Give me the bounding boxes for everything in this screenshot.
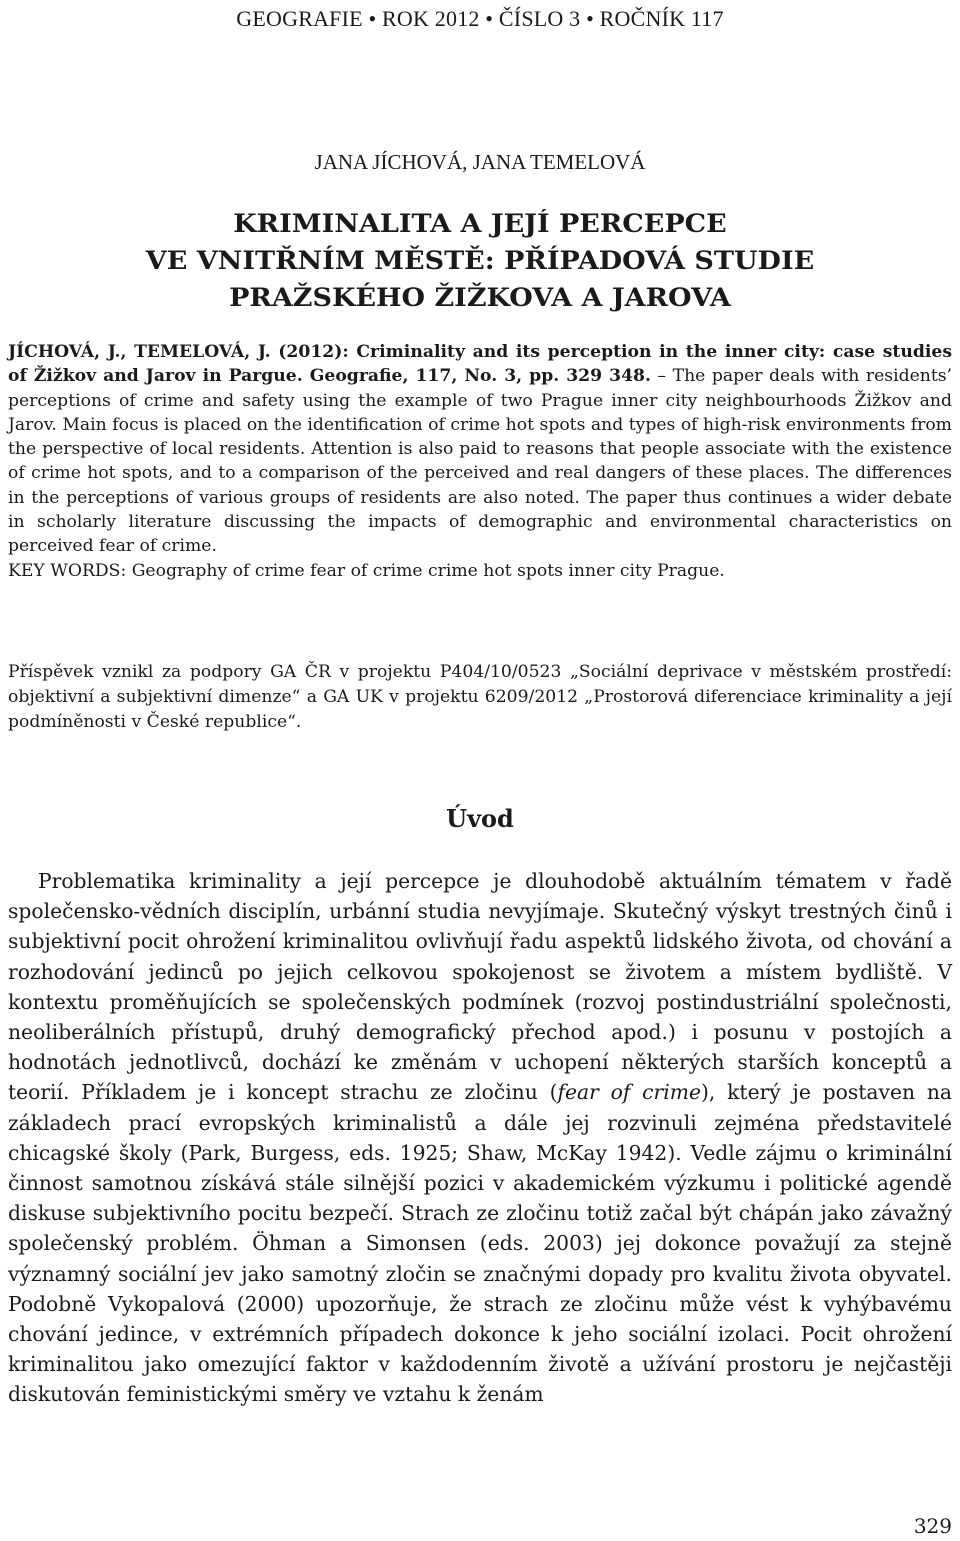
paragraph-text: ), který je postaven na základech prací evropských kriminalistů a dále jej rozvinuli zejména představitelé chicagské školy (Park, Burgess, eds. 1925; Shaw, McKay 1942). Vedle zájmu o kriminální činnost samotnou získává stále silnější pozici v akademickém výzkumu i politické agendě diskuse subjektivního pocitu bezpečí. Strach ze zločinu totiž začal být chápán jako závažný společenský problém. Öhman a Simonsen (eds. 2003) jej dokonce považují za stejně významný sociální jev jako samotný zločin se značnými dopady pro kvalitu života obyvatel. Podobně Vykopalová (2000) upozorňuje, že strach ze zločinu může vést k vyhýbavému chování jedince, v extrémních případech dokonce k jeho sociální izolaci. Pocit ohrožení kriminalitou jako omezující faktor v každodenním životě a užívání prostoru je nejčastěji diskutován feministickými směry ve vztahu k ženám bbox=[8, 1080, 952, 1407]
page-number: 329 bbox=[913, 1514, 952, 1538]
article-authors: JANA JÍCHOVÁ, JANA TEMELOVÁ bbox=[314, 150, 646, 174]
abstract bbox=[8, 340, 952, 583]
article-title bbox=[0, 205, 960, 316]
title-line: PRAŽSKÉHO ŽIŽKOVA A JAROVA bbox=[229, 283, 731, 312]
journal-header: GEOGRAFIE • ROK 2012 • ČÍSLO 3 • ROČNÍK 117 bbox=[236, 6, 724, 31]
title-line: KRIMINALITA A JEJÍ PERCEPCE bbox=[233, 209, 727, 238]
body-paragraph bbox=[8, 866, 952, 1410]
abstract-dash: – bbox=[657, 366, 673, 387]
abstract-text: The paper deals with residents’ perceptions of crime and safety using the example of two Prague inner city neighbourhoods Žižkov and Jarov. Main focus is placed on the identification of crime hot spots and types of high-risk environments from the perspective of local residents. Attention is also paid to reasons that people associate with the existence of crime hot spots, and to a comparison of the perceived and real dangers of these places. The differences in the perceptions of various groups of residents are also noted. The paper thus continues a wider debate in scholarly literature discussing the impacts of demographic and environmental characteristics on perceived fear of crime. bbox=[8, 366, 953, 557]
title-line: VE VNITŘNÍM MĚSTĚ: PŘÍPADOVÁ STUDIE bbox=[145, 246, 815, 275]
abstract-citation: JÍCHOVÁ, J., TEMELOVÁ, J. (2012): Criminality and its perception in the inner city: case studies of Žižkov and Jarov in Pargue. Geografie, 117, No. 3, pp. 329 348. bbox=[8, 342, 952, 387]
grant-note: Příspěvek vznikl za podpory GA ČR v projektu P404/10/0523 „Sociální deprivace v městském prostředí: objektivní a subjektivní dimenze“ a GA UK v projektu 6209/2012 „Prostorová diferenciace kriminality a její podmíněnosti v České republice“. bbox=[8, 662, 952, 732]
paragraph-term: fear of crime bbox=[557, 1080, 701, 1105]
abstract-keywords: KEY WORDS: Geography of crime fear of crime crime hot spots inner city Prague. bbox=[8, 560, 725, 581]
section-heading: Úvod bbox=[446, 804, 514, 833]
paragraph-text: Problematika kriminality a její percepce je dlouhodobě aktuálním tématem v řadě společensko-vědních disciplín, urbánní studia nevyjímaje. Skutečný výskyt trestných činů i subjektivní pocit ohrožení kriminalitou ovlivňují řadu aspektů lidského života, od chování a rozhodování jedinců po jejich celkovou spokojenost se životem a místem bydliště. V kontextu proměňujících se společenských podmínek (rozvoj postindustriální společnosti, neoliberálních přístupů, druhý demografický přechod apod.) i posunu v postojích a hodnotách jednotlivců, dochází ke změnám v uchopení některých starších konceptů a teorií. Příkladem je i koncept strachu ze zločinu ( bbox=[8, 869, 952, 1105]
